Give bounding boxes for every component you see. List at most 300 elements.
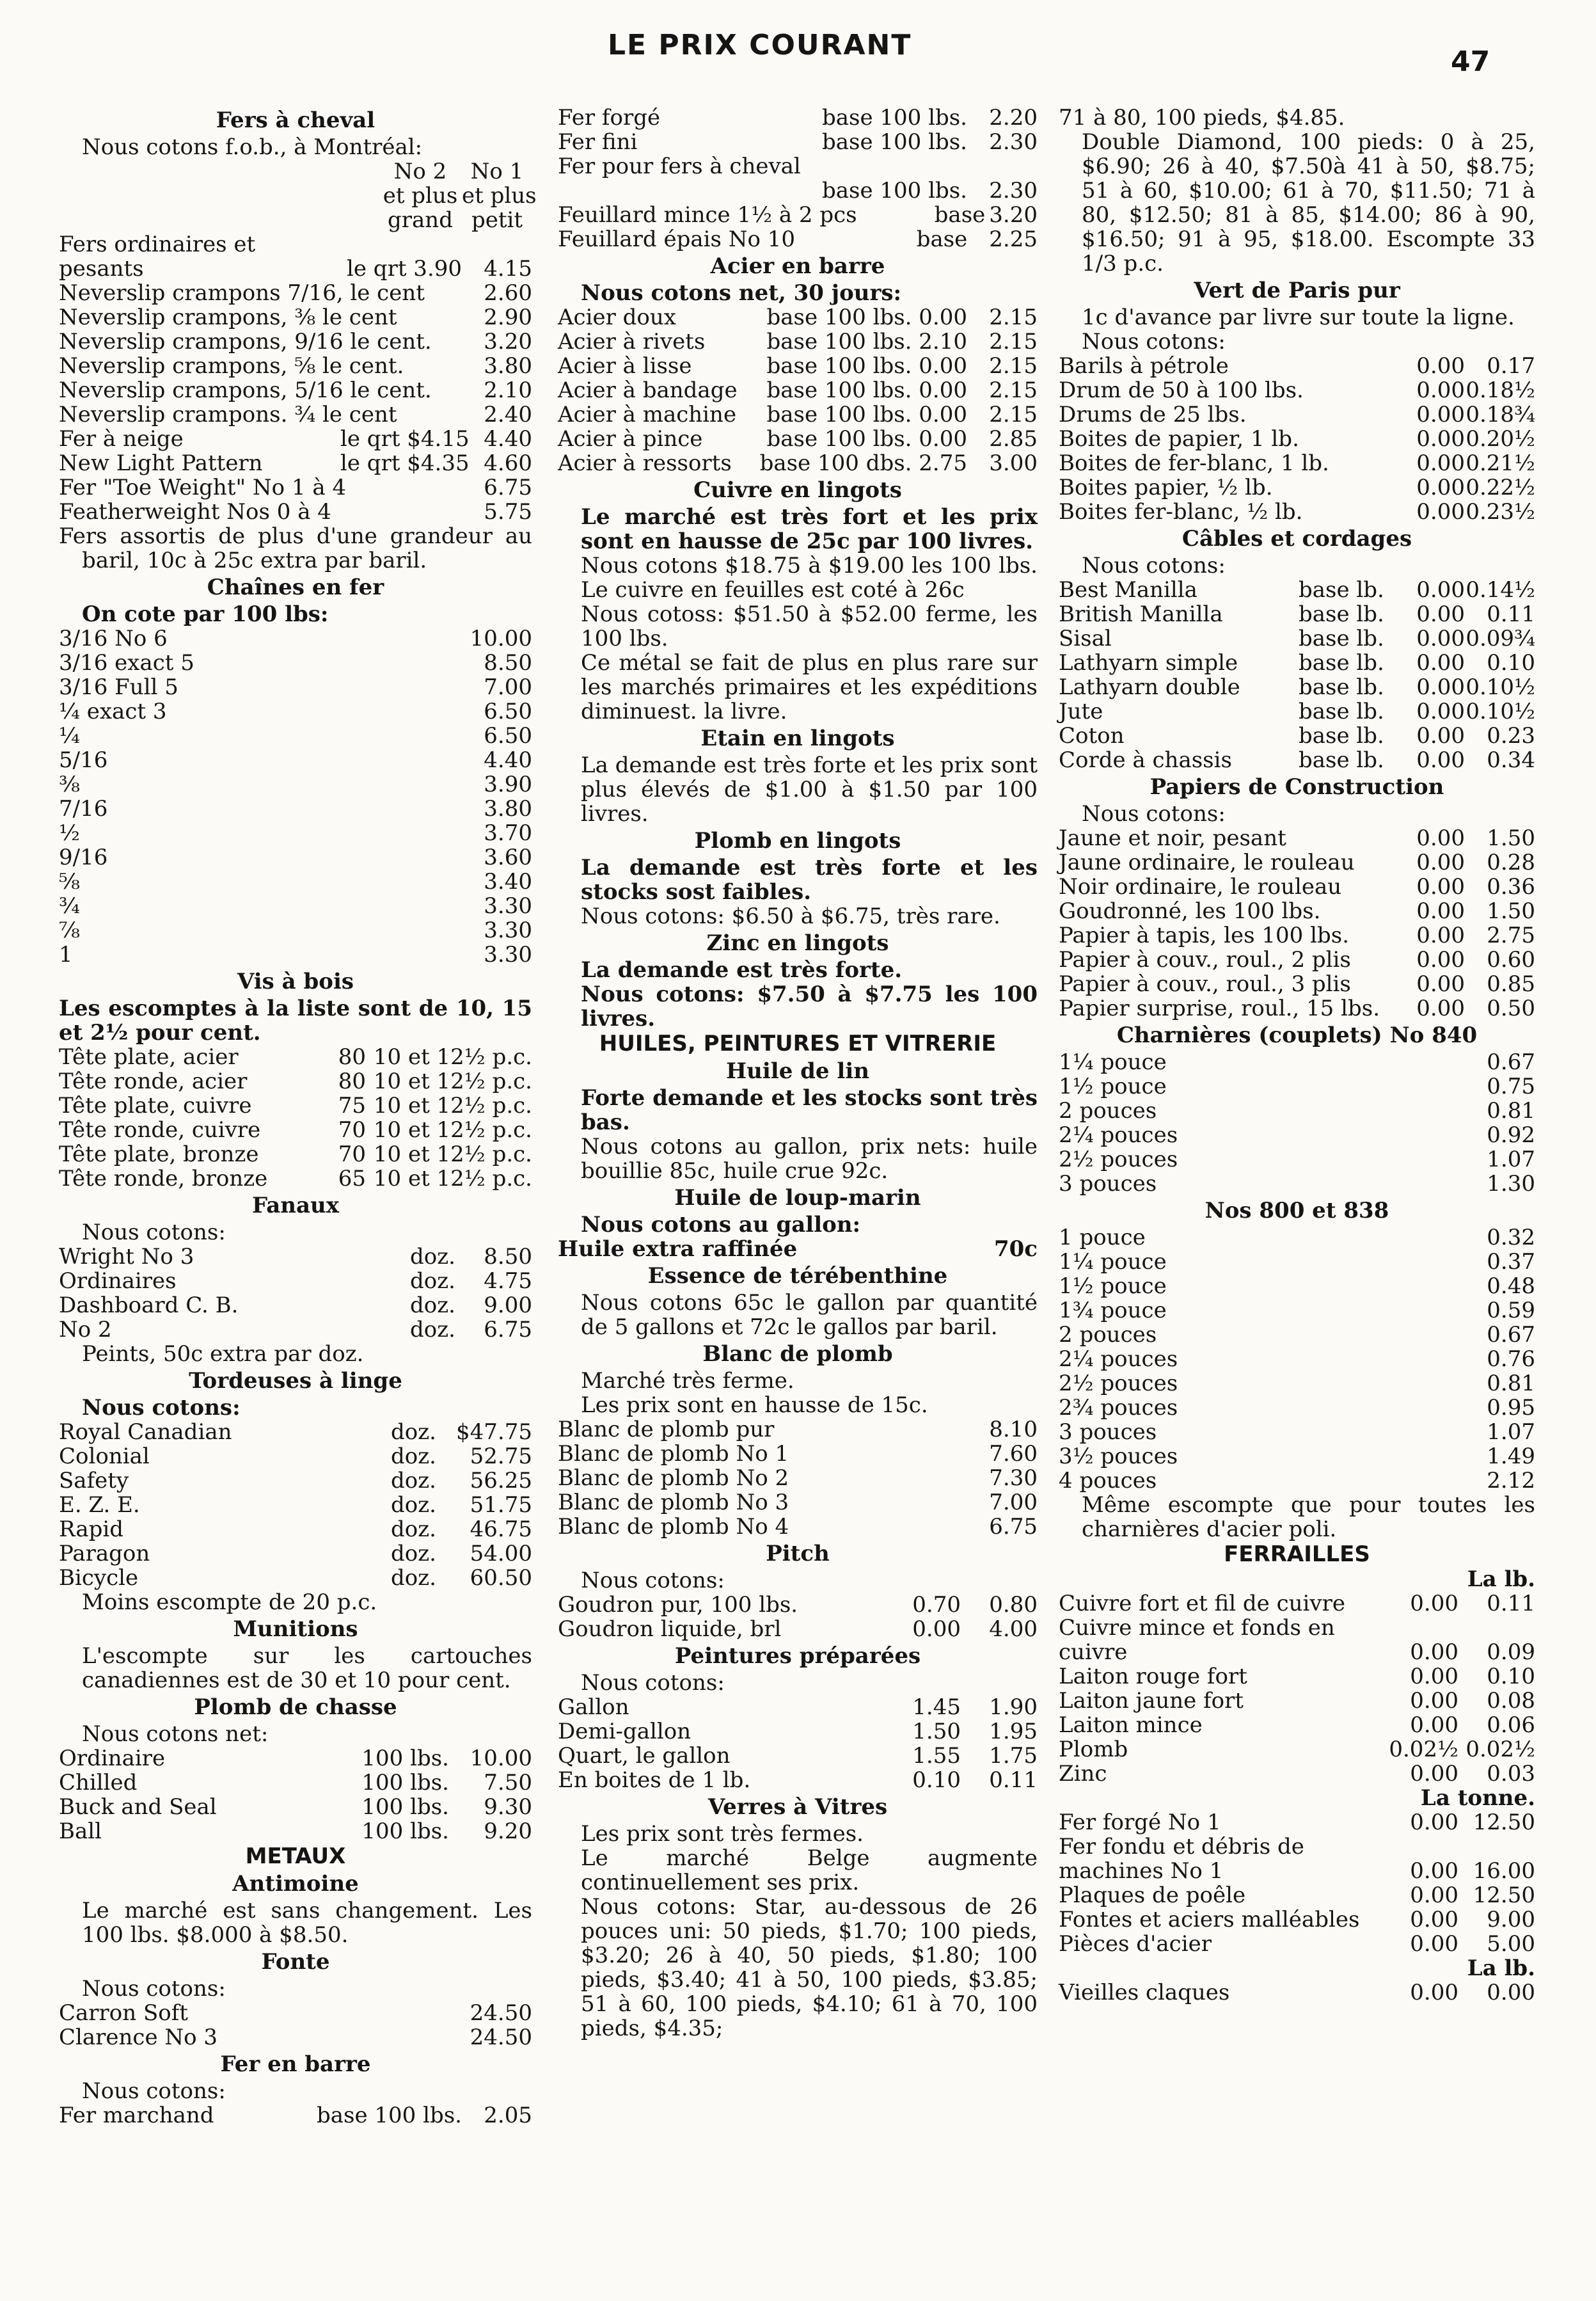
item-label: Fer fini	[558, 129, 638, 155]
price-row	[1059, 948, 1535, 972]
item-label: 3/16 Full 5	[59, 674, 178, 700]
item-detail: 1.50	[912, 1719, 961, 1744]
item-label: Tête plate, acier	[59, 1044, 239, 1070]
item-label: Neverslip crampons, 9/16 le cent.	[59, 329, 432, 354]
list-item: Fer pour fers à cheval	[558, 154, 801, 179]
price-row	[59, 943, 532, 967]
item-label: Papier surprise, roul., 15 lbs.	[1059, 996, 1380, 1021]
item-label: 1¼ pouce	[1059, 1249, 1167, 1275]
paragraph: Nous cotons: $7.50 à $7.75 les 100 livres.	[581, 982, 1038, 1031]
item-detail: 0.00	[1416, 626, 1465, 651]
item-detail: doz.	[391, 1517, 436, 1542]
item-label: Drums de 25 lbs.	[1059, 402, 1247, 427]
item-price: 0.09¾	[1466, 626, 1535, 651]
item-price: 3.60	[484, 845, 532, 870]
item-label: Colonial	[59, 1444, 150, 1469]
item-detail: base	[916, 227, 968, 252]
item-price: 24.50	[470, 2025, 532, 2050]
price-row	[59, 281, 532, 305]
item-label: Tête ronde, acier	[59, 1069, 248, 1094]
note-text: Fers assortis de plus d'une grandeur au baril, 10c à 25c extra par baril.	[59, 523, 532, 573]
item-label: Acier à bandage	[558, 378, 738, 403]
item-detail: base 100 lbs. 0.00	[766, 402, 967, 427]
item-price: 0.34	[1487, 747, 1535, 773]
paragraph: Nous cotons 65c le gallon par quantité de 5 gallons et 72c le gallos par baril.	[581, 1290, 1038, 1340]
item-price-max: 12.50	[1473, 1810, 1535, 1835]
item-label: Acier à pince	[558, 426, 703, 452]
item-label: Tête ronde, bronze	[59, 1166, 268, 1191]
item-price: 2.10	[484, 378, 532, 403]
item-price: 3.80	[484, 353, 532, 379]
item-label: Laiton rouge fort	[1059, 1664, 1247, 1689]
item-detail: 0.00	[1416, 450, 1465, 476]
item-price: 3.30	[484, 893, 532, 919]
item-price: 52.75	[470, 1444, 532, 1469]
item-detail: 0.00	[1410, 1883, 1458, 1908]
price-row	[1059, 1298, 1535, 1323]
price-row	[558, 1768, 1038, 1792]
item-price: 6.75	[989, 1514, 1038, 1540]
section-title-fonte: Fonte	[261, 1949, 330, 1975]
item-price: 6.50	[484, 699, 532, 724]
item-price: 0.22½	[1466, 475, 1535, 500]
price-row	[59, 1566, 532, 1590]
price-list	[59, 1420, 532, 1590]
item-price: 0.81	[1487, 1098, 1535, 1124]
item-price: 6.75	[484, 475, 532, 500]
intro-text: Nous cotons:	[1082, 801, 1226, 827]
item-label: Barils à pétrole	[1059, 353, 1229, 379]
page-header	[0, 29, 1596, 78]
list-item	[558, 1237, 1038, 1261]
price-row	[558, 1593, 1038, 1617]
price-list	[558, 1593, 1038, 1641]
price-row	[59, 2025, 532, 2050]
price-row	[1059, 996, 1535, 1021]
column-3	[1059, 106, 1535, 2005]
price-row	[1059, 675, 1535, 699]
price-list	[558, 1695, 1038, 1792]
price-row	[558, 451, 1038, 475]
item-label: Blanc de plomb pur	[558, 1417, 775, 1442]
item-detail: 100 lbs.	[361, 1770, 449, 1795]
section-title-etain: Etain en lingots	[700, 726, 895, 751]
item-detail: base 100 lbs. 2.10	[766, 329, 967, 354]
item-label: Ordinaires	[59, 1268, 177, 1294]
item-label: 3/16 exact 5	[59, 650, 194, 676]
intro-text: Nous cotons au gallon:	[581, 1212, 861, 1238]
item-detail: 0.00	[1410, 1712, 1458, 1738]
item-price: 2.60	[484, 280, 532, 306]
item-label: ½	[59, 820, 80, 846]
price-row	[59, 354, 532, 378]
price-row	[1059, 850, 1535, 875]
item-label: 4 pouces	[1059, 1468, 1157, 1493]
item-price: 10 et 12½ p.c.	[373, 1093, 532, 1119]
item-price: 8.50	[484, 650, 532, 676]
price-row	[59, 257, 532, 281]
price-row	[59, 1045, 532, 1069]
price-row	[59, 305, 532, 330]
list-item	[1059, 1810, 1535, 1835]
item-detail: 0.00	[1416, 650, 1465, 676]
price-row	[59, 2103, 532, 2128]
item-price: 0.14½	[1466, 577, 1535, 603]
item-detail: 80	[338, 1069, 366, 1094]
item-detail: 0.00	[1410, 1858, 1458, 1884]
item-price: 6.50	[484, 723, 532, 749]
item-detail: base 100 lbs.	[821, 178, 967, 203]
item-price: 2.12	[1487, 1468, 1535, 1493]
item-detail: 0.00	[1416, 996, 1465, 1021]
paragraph: Double Diamond, 100 pieds: 0 à 25, $6.90; 26 à 40, $7.50à 41 à 50, $8.75; 51 à 60, $10.00; 61 à 70, $11.50; 71 à 80, $12.50; 81 à 85, $14.00; 86 à 90, $16.50; 91 à 95, $18.00. Escompte 33 1/3 p.c.	[1082, 129, 1535, 276]
section-title-terebenthine: Essence de térébenthine	[647, 1263, 948, 1289]
item-detail: 0.00	[1410, 1591, 1458, 1616]
item-label: ⅝	[59, 869, 80, 895]
item-label: Tête plate, bronze	[59, 1142, 259, 1167]
section-title-blanc-plomb: Blanc de plomb	[702, 1341, 893, 1367]
paragraph: La demande est très forte et les stocks sost faibles.	[581, 855, 1038, 905]
item-price: 5.00	[1487, 1931, 1535, 1957]
list-item: Fers ordinaires et	[59, 232, 256, 257]
item-label: Carron Soft	[59, 2000, 188, 2026]
paragraph: Le marché Belge augmente continuellement ses prix.	[581, 1845, 1038, 1895]
item-label: 2¼ pouces	[1059, 1122, 1178, 1148]
heading-text: petit	[471, 207, 523, 233]
item-price: 2.40	[484, 402, 532, 427]
item-label: British Manilla	[1059, 601, 1223, 627]
item-label: ¾	[59, 893, 80, 919]
item-price: 7.30	[989, 1465, 1038, 1491]
price-row	[59, 870, 532, 894]
item-price: $47.75	[456, 1419, 532, 1445]
item-price: 0.02½	[1466, 1737, 1535, 1762]
section-title-fanaux: Fanaux	[251, 1193, 340, 1218]
price-row	[558, 1442, 1038, 1466]
item-detail: 0.00	[1410, 1639, 1458, 1665]
item-label: Lathyarn simple	[1059, 650, 1238, 676]
item-price: 2.15	[989, 402, 1038, 427]
intro-text: Nous cotons:	[82, 1976, 226, 2002]
price-row	[558, 1617, 1038, 1641]
price-row	[558, 1466, 1038, 1490]
item-label: Chilled	[59, 1770, 138, 1795]
item-price: 2.15	[989, 353, 1038, 379]
item-price: 0.10½	[1466, 674, 1535, 700]
section-title-fers-a-cheval: Fers à cheval	[216, 107, 375, 133]
item-detail: base 100 lbs.	[316, 2103, 462, 2128]
item-price: 10 et 12½ p.c.	[373, 1069, 532, 1094]
item-detail: doz.	[410, 1244, 455, 1270]
item-detail: 0.00	[1416, 947, 1465, 973]
item-label: Noir ordinaire, le rouleau	[1059, 874, 1342, 900]
item-label: Gallon	[558, 1694, 629, 1720]
item-detail: 100 lbs.	[361, 1746, 449, 1771]
price-list	[1059, 1859, 1535, 1956]
item-price: 4.00	[989, 1616, 1038, 1642]
item-label: Laiton mince	[1059, 1712, 1203, 1738]
price-row	[59, 1069, 532, 1094]
price-list	[59, 626, 532, 967]
price-row	[1059, 1932, 1535, 1956]
item-label: Jaune ordinaire, le rouleau	[1059, 850, 1355, 875]
column-headings-row	[59, 183, 537, 209]
intro-text: Nous cotons:	[82, 1395, 241, 1421]
price-row	[1059, 1640, 1535, 1664]
item-label: Boites de papier, 1 lb.	[1059, 426, 1299, 452]
item-price: 0.81	[1487, 1371, 1535, 1396]
price-list	[59, 257, 532, 524]
price-list	[558, 106, 1038, 154]
section-title-cuivre: Cuivre en lingots	[693, 477, 902, 503]
section-title-pitch: Pitch	[766, 1541, 830, 1566]
item-label: Boites de fer-blanc, 1 lb.	[1059, 450, 1329, 476]
price-row	[59, 1746, 532, 1771]
item-label: Neverslip crampons, ⅝ le cent.	[59, 353, 404, 379]
price-row	[1059, 1147, 1535, 1172]
item-price-min: 0.00	[1410, 1810, 1458, 1835]
paragraph: Les escomptes à la liste sont de 10, 15 et 2½ pour cent.	[59, 996, 532, 1046]
item-detail: 1.45	[912, 1694, 961, 1720]
item-label: Ball	[59, 1819, 102, 1844]
item-price-max: 0.00	[1487, 1980, 1535, 2005]
item-detail: 0.00	[1410, 1907, 1458, 1932]
item-label: machines No 1	[1059, 1858, 1224, 1884]
item-label: Neverslip crampons, 5/16 le cent.	[59, 378, 432, 403]
item-detail: 0.00	[1416, 898, 1465, 924]
price-row	[1059, 1123, 1535, 1147]
item-detail: 65	[338, 1166, 366, 1191]
heading-text: grand	[388, 207, 453, 233]
section-title-charnieres: Charnières (couplets) No 840	[1116, 1023, 1478, 1048]
item-price: 16.00	[1473, 1858, 1535, 1884]
item-label: 9/16	[59, 845, 108, 870]
price-row	[59, 1293, 532, 1318]
price-row	[59, 2001, 532, 2025]
item-price: 0.28	[1487, 850, 1535, 875]
item-price: 3.30	[484, 942, 532, 967]
item-price: 1.49	[1487, 1444, 1535, 1469]
item-label: 1¼ pouce	[1059, 1049, 1167, 1075]
item-label: Fer marchand	[59, 2103, 214, 2128]
note-text: Même escompte que pour toutes les charnières d'acier poli.	[1082, 1492, 1535, 1542]
price-row	[1059, 1323, 1535, 1347]
item-detail: 0.00	[1416, 378, 1465, 403]
item-price: 1.90	[989, 1694, 1038, 1720]
price-row	[558, 330, 1038, 354]
price-row	[59, 475, 532, 500]
item-price: 0.21½	[1466, 450, 1535, 476]
item-price: 10 et 12½ p.c.	[373, 1142, 532, 1167]
item-label: Jaune et noir, pesant	[1059, 825, 1286, 851]
item-detail: le qrt 3.90	[347, 256, 462, 282]
item-detail: base 100 dbs. 2.75	[759, 450, 967, 476]
item-label: 1¾ pouce	[1059, 1298, 1167, 1323]
item-detail: doz.	[391, 1419, 436, 1445]
item-price: 3.30	[484, 918, 532, 943]
section-title-metaux: METAUX	[245, 1843, 346, 1869]
item-price: 0.10	[1487, 650, 1535, 676]
item-detail: 100 lbs.	[361, 1794, 449, 1820]
item-label: Blanc de plomb No 2	[558, 1465, 789, 1491]
item-label: Plomb	[1059, 1737, 1128, 1762]
price-list	[1059, 826, 1535, 1021]
item-label: ¼	[59, 723, 80, 749]
item-price: 0.20½	[1466, 426, 1535, 452]
section-title-chaines: Chaînes en fer	[207, 575, 384, 600]
item-label: Quart, le gallon	[558, 1743, 731, 1769]
item-price: 0.23	[1487, 723, 1535, 749]
item-detail: 100 lbs.	[361, 1819, 449, 1844]
item-price: 0.67	[1487, 1049, 1535, 1075]
price-row	[1059, 826, 1535, 850]
item-price: 4.40	[484, 747, 532, 773]
price-list	[558, 1417, 1038, 1539]
price-row	[1059, 1689, 1535, 1713]
item-label: 1 pouce	[1059, 1225, 1146, 1250]
item-price: 0.59	[1487, 1298, 1535, 1323]
price-row	[1059, 1099, 1535, 1123]
item-price: 0.76	[1487, 1346, 1535, 1372]
item-detail: 0.00	[912, 1616, 961, 1642]
section-title-plomb-chasse: Plomb de chasse	[194, 1694, 397, 1720]
section-title-verres: Verres à Vitres	[707, 1794, 888, 1820]
paragraph: La demande est très forte et les prix sont plus élevés de $1.00 à $1.50 par 100 livres.	[581, 752, 1038, 827]
paragraph: L'escompte sur les cartouches canadiennes est de 30 et 10 pour cent.	[82, 1643, 532, 1693]
item-price: 2.20	[989, 105, 1038, 131]
item-detail: 0.00	[1416, 601, 1465, 627]
price-row	[1059, 1225, 1535, 1250]
item-price: 2.15	[989, 329, 1038, 354]
item-label: Cuivre fort et fil de cuivre	[1059, 1591, 1345, 1616]
price-row	[558, 402, 1038, 427]
price-row	[1059, 451, 1535, 475]
item-label: Dashboard C. B.	[59, 1293, 239, 1318]
price-row	[1059, 724, 1535, 748]
item-price: 60.50	[470, 1565, 532, 1591]
item-label: cuivre	[1059, 1639, 1128, 1665]
item-detail: 0.00	[1416, 499, 1465, 525]
price-row	[59, 1469, 532, 1493]
price-row	[59, 821, 532, 845]
column-2	[558, 106, 1038, 2041]
item-price: 2.15	[989, 378, 1038, 403]
item-label: 2½ pouces	[1059, 1371, 1178, 1396]
item-price: 0.06	[1487, 1712, 1535, 1738]
price-list	[59, 1245, 532, 1342]
price-list	[59, 1746, 532, 1843]
item-detail: doz.	[391, 1468, 436, 1493]
item-label: New Light Pattern	[59, 450, 263, 476]
item-detail: doz.	[410, 1293, 455, 1318]
price-row	[1059, 1737, 1535, 1762]
price-row	[59, 1771, 532, 1795]
intro-text: Nous cotons net:	[82, 1721, 269, 1747]
price-row	[1059, 475, 1535, 500]
section-title-zinc: Zinc en lingots	[706, 930, 889, 956]
price-row	[1059, 354, 1535, 378]
price-row	[1059, 1274, 1535, 1298]
item-label: Wright No 3	[59, 1244, 194, 1270]
item-price: 70c	[993, 1236, 1038, 1262]
price-row	[558, 354, 1038, 378]
item-label: Paragon	[59, 1541, 150, 1566]
price-row	[1059, 578, 1535, 602]
item-label: Acier à rivets	[558, 329, 706, 354]
item-price: 7.00	[484, 674, 532, 700]
item-label: Sisal	[1059, 626, 1112, 651]
item-price: 0.32	[1487, 1225, 1535, 1250]
item-label: Fer à neige	[59, 426, 184, 452]
price-row	[1059, 1444, 1535, 1469]
note-text: Moins escompte de 20 p.c.	[82, 1589, 377, 1615]
price-row	[59, 1795, 532, 1819]
item-label: 3/16 No 6	[59, 626, 168, 651]
item-price: 12.50	[1473, 1883, 1535, 1908]
paragraph: Marché très ferme.	[581, 1368, 794, 1394]
intro-text: Nous cotons:	[581, 1568, 725, 1593]
item-price: 2.90	[484, 305, 532, 330]
price-row	[1059, 1762, 1535, 1786]
price-row	[59, 894, 532, 918]
item-label: En boites de 1 lb.	[558, 1767, 751, 1793]
item-unit: base lb.	[1299, 577, 1384, 603]
item-label: Acier à lisse	[558, 353, 692, 379]
item-price: 4.15	[484, 256, 532, 282]
item-label: Jute	[1059, 699, 1103, 724]
price-row	[59, 378, 532, 402]
item-price: 0.67	[1487, 1322, 1535, 1348]
price-row	[558, 130, 1038, 154]
item-unit: base lb.	[1299, 747, 1384, 773]
item-price: 2.85	[989, 426, 1038, 452]
item-price: 9.30	[484, 1794, 532, 1820]
item-price: 0.17	[1487, 353, 1535, 379]
price-row	[1059, 1347, 1535, 1371]
item-label: ⅜	[59, 772, 80, 797]
price-row	[1059, 1591, 1535, 1616]
item-label: Blanc de plomb No 3	[558, 1490, 789, 1515]
price-row	[59, 626, 532, 651]
item-label: Bicycle	[59, 1565, 139, 1591]
price-row	[59, 1493, 532, 1517]
item-price: 2.30	[989, 129, 1038, 155]
item-price: 3.20	[989, 202, 1038, 228]
item-detail: 0.70	[912, 1592, 961, 1618]
price-row	[59, 748, 532, 772]
item-detail: base 100 lbs. 0.00	[766, 426, 967, 452]
price-row	[1059, 378, 1535, 402]
page-number: 47	[1451, 45, 1490, 78]
intro-text: Nous cotons f.o.b., à Montréal:	[82, 134, 423, 160]
price-row	[1059, 1250, 1535, 1274]
section-title-acier: Acier en barre	[710, 253, 885, 279]
item-label: Royal Canadian	[59, 1419, 232, 1445]
section-title-nos800: Nos 800 et 838	[1205, 1198, 1389, 1223]
price-row	[1059, 1050, 1535, 1074]
price-list	[558, 305, 1038, 475]
item-detail: base 100 lbs.	[821, 105, 967, 131]
item-price: 0.11	[989, 1767, 1038, 1793]
price-list	[1059, 354, 1535, 524]
item-price: 0.75	[1487, 1074, 1535, 1099]
item-detail: 0.00	[1410, 1688, 1458, 1714]
section-title-munitions: Munitions	[233, 1616, 358, 1642]
item-unit: base lb.	[1299, 601, 1384, 627]
price-row	[1059, 1883, 1535, 1907]
heading-text: et plus	[383, 183, 458, 209]
item-price: 2.75	[1487, 923, 1535, 948]
